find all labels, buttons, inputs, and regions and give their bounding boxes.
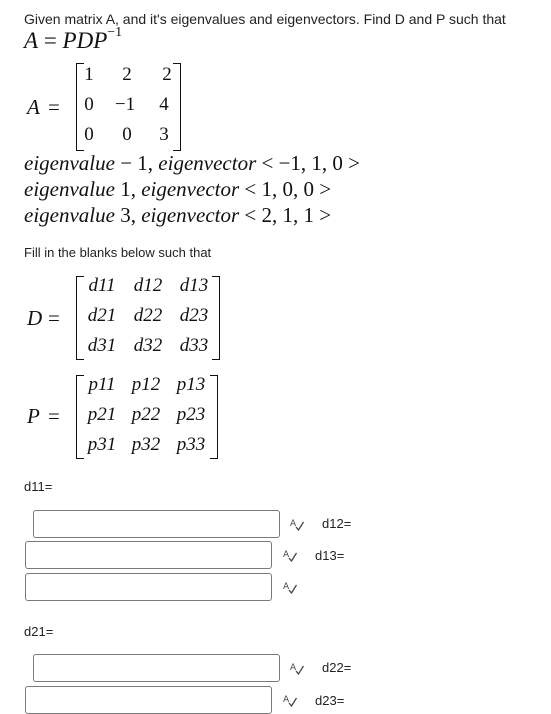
spellcheck-icon[interactable] — [283, 580, 297, 594]
d21-label: d21= — [24, 624, 54, 639]
eigenvector-value: < 2, 1, 1 > — [239, 203, 332, 227]
matrix-d-cell: d11 — [88, 275, 116, 296]
matrix-a-cell: 2 — [122, 64, 132, 85]
d12-input[interactable] — [25, 541, 272, 569]
matrix-d-cell: d23 — [179, 305, 209, 326]
equation-eq: = — [43, 28, 57, 53]
spellcheck-icon[interactable] — [283, 548, 297, 562]
svg-text:A: A — [290, 519, 297, 529]
matrix-a-cell: 0 — [84, 94, 94, 115]
matrix-p-cell: p23 — [176, 404, 206, 425]
matrix-a-cell: 1 — [84, 64, 94, 85]
eigenvalue-value: 1, — [114, 177, 142, 201]
eigenvector-word: eigenvector — [141, 203, 240, 227]
svg-text:A: A — [283, 582, 290, 592]
matrix-d-cell: d31 — [87, 335, 117, 356]
pdp-equation — [24, 25, 123, 54]
equation-sup: −1 — [107, 25, 123, 41]
d21-input[interactable] — [33, 654, 280, 682]
matrix-p-cell: p21 — [87, 404, 117, 425]
matrix-a-cell: 0 — [84, 124, 94, 145]
eigenvalue-value: 3, — [114, 203, 142, 227]
matrix-p-name: P — [27, 404, 40, 428]
matrix-p-cell: p13 — [176, 374, 206, 395]
d13-label: d13= — [315, 548, 345, 563]
d22-input[interactable] — [25, 686, 272, 714]
matrix-p-cell: p33 — [176, 434, 206, 455]
d22-label: d22= — [322, 660, 352, 675]
matrix-a-cell: −1 — [114, 94, 136, 115]
eigenvector-value: < 1, 0, 0 > — [239, 177, 332, 201]
eigenvalue-word: eigenvalue — [24, 203, 115, 227]
matrix-a-cell: 4 — [159, 94, 169, 115]
matrix-d-cell: d21 — [87, 305, 117, 326]
matrix-p-eq: = — [48, 404, 60, 428]
matrix-a-cell: 2 — [162, 64, 172, 85]
eigen-line — [24, 177, 331, 202]
eigenvalue-word: eigenvalue — [24, 151, 115, 175]
matrix-p-cell: p11 — [88, 374, 116, 395]
equation-lhs: A — [24, 28, 39, 53]
matrix-d-name: D — [27, 306, 43, 330]
matrix-p-cell: p22 — [131, 404, 161, 425]
eigenvalue-value: − 1, — [114, 151, 159, 175]
matrix-d-cell: d13 — [179, 275, 209, 296]
eigen-line — [24, 151, 360, 176]
matrix-p-cell: p32 — [131, 434, 161, 455]
matrix-p-cell: p31 — [87, 434, 117, 455]
matrix-a-eq: = — [48, 95, 60, 119]
matrix-d-eq: = — [48, 306, 60, 330]
matrix-a-cell: 3 — [159, 124, 169, 145]
d23-label: d23= — [315, 693, 345, 708]
eigenvalue-word: eigenvalue — [24, 177, 115, 201]
spellcheck-icon[interactable] — [290, 661, 304, 675]
matrix-a-name: A — [27, 95, 40, 119]
matrix-p-cell: p12 — [131, 374, 161, 395]
matrix-d-cell: d12 — [133, 275, 163, 296]
matrix-p-right-bracket — [210, 375, 218, 459]
eigenvector-value: < −1, 1, 0 > — [256, 151, 361, 175]
matrix-a-cell: 0 — [122, 124, 132, 145]
eigen-line — [24, 203, 331, 228]
eigenvector-word: eigenvector — [158, 151, 257, 175]
matrix-d-cell: d32 — [133, 335, 163, 356]
eigenvector-word: eigenvector — [141, 177, 240, 201]
equation-rhs: PDP — [62, 28, 108, 53]
d11-label: d11= — [24, 479, 53, 494]
svg-text:A: A — [283, 695, 290, 705]
matrix-d-cell: d33 — [179, 335, 209, 356]
d13-input[interactable] — [25, 573, 272, 601]
matrix-d-cell: d22 — [133, 305, 163, 326]
svg-text:A: A — [283, 550, 290, 560]
spellcheck-icon[interactable] — [283, 693, 297, 707]
d12-label: d12= — [322, 516, 352, 531]
d11-input[interactable] — [33, 510, 280, 538]
spellcheck-icon[interactable] — [290, 517, 304, 531]
svg-text:A: A — [290, 663, 297, 673]
fill-instructions: Fill in the blanks below such that — [24, 245, 212, 260]
question-prompt: Given matrix A, and it's eigenvalues and eigenvectors. Find D and P such that — [24, 11, 506, 27]
